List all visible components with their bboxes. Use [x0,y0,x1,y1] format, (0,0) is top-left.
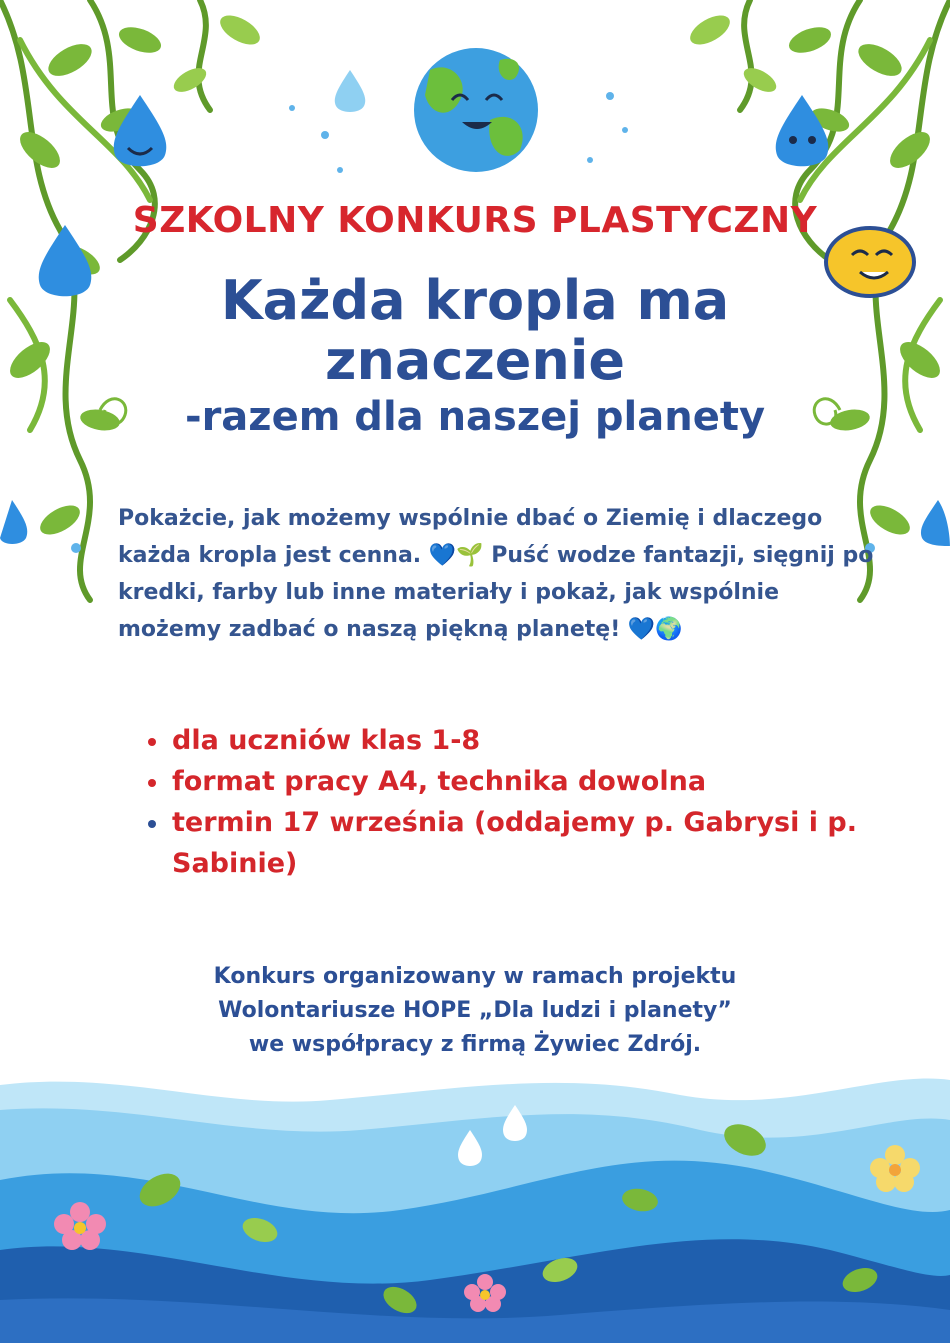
rule-item [146,720,906,761]
organizer-line-3: we współpracy z firmą Żywiec Zdrój. [248,1032,702,1057]
rule-text: termin 17 września (oddajemy p. Gabrysi i p. Sabinie) [172,807,858,879]
rule-item [146,761,906,802]
contest-kicker: SZKOLNY KONKURS PLASTYCZNY [132,200,818,241]
smiling-earth-illustration [414,48,538,172]
rule-item [146,802,906,884]
rule-text: format pracy A4, technika dowolna [172,766,707,797]
title-line-2: znaczenie [325,329,625,392]
rule-text: dla uczniów klas 1-8 [172,725,481,756]
organizer-line-2: Wolontariusze HOPE „Dla ludzi i planety” [218,998,732,1023]
bullet-dot-icon [148,738,156,746]
rules-list [146,720,906,884]
subtitle: -razem dla naszej planety [184,394,766,440]
title-line-1: Każda kropla ma [220,269,730,332]
bullet-dot-icon [148,779,156,787]
intro-paragraph: Pokażcie, jak możemy wspólnie dbać o Ziemię i dlaczego każda kropla jest cenna. 💙🌱 Puść wodze fantazji, sięgnij po kredki, farby lub inne materiały i pokaż, jak wspólnie możemy zadbać o naszą piękną planetę! 💙🌍 [118,506,874,642]
organizer-line-1: Konkurs organizowany w ramach projektu [213,964,737,989]
organizer-note [0,960,950,1062]
bullet-dot-icon [148,820,156,828]
